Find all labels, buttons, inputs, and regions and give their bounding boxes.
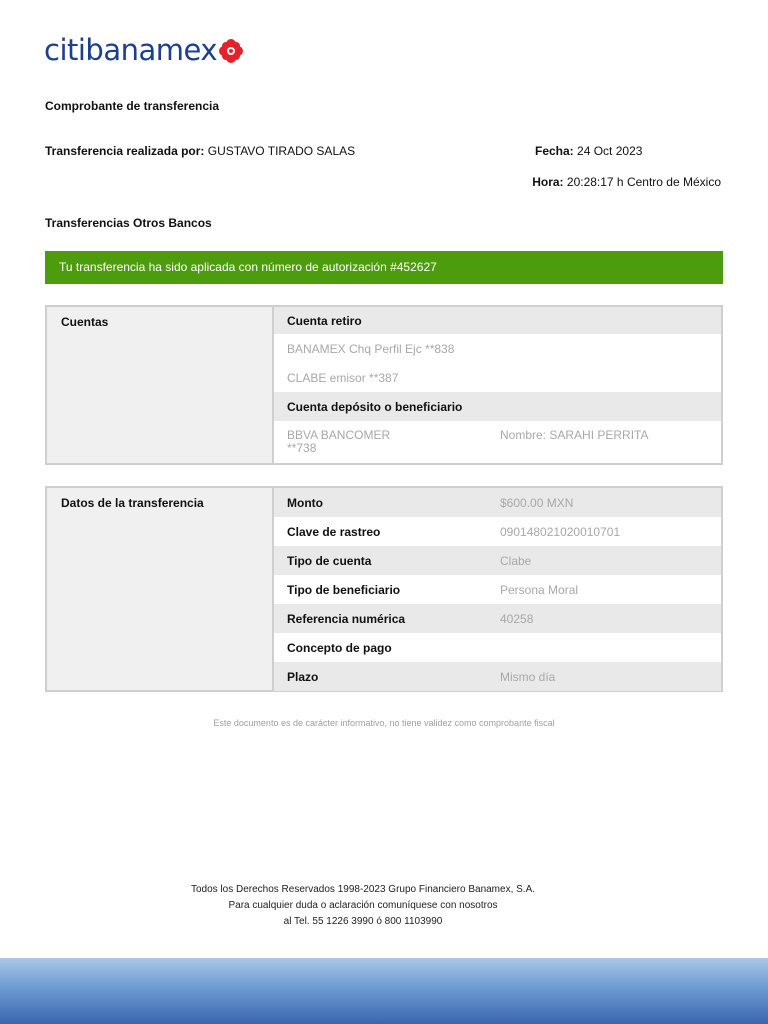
accounts-label-cell xyxy=(47,307,274,463)
transfer-date xyxy=(535,144,642,158)
transfer-by-value: GUSTAVO TIRADO SALAS xyxy=(207,144,356,158)
logo-wordmark: citibanamex xyxy=(44,33,218,67)
row-value: Clabe xyxy=(500,553,532,568)
withdrawal-header-row xyxy=(274,307,721,334)
deposit-bank-cell xyxy=(274,429,500,455)
table-row xyxy=(274,662,721,691)
citibanamex-logo xyxy=(44,33,244,67)
transfer-data-label: Datos de la transferencia xyxy=(61,496,204,510)
row-value: 090148021020010701 xyxy=(500,524,621,539)
accounts-label: Cuentas xyxy=(61,315,109,329)
footer-contact: Para cualquier duda o aclaración comuníquese con nosotros xyxy=(228,900,498,911)
footer-phone: al Tel. 55 1226 3990 ó 800 1103990 xyxy=(283,916,443,927)
document-title: Comprobante de transferencia xyxy=(45,99,220,113)
withdrawal-account-row xyxy=(274,334,721,363)
bottom-gradient-bar xyxy=(0,958,768,1024)
deposit-bank: BBVA BANCOMER xyxy=(287,428,391,442)
row-label: Monto xyxy=(287,495,323,510)
deposit-header: Cuenta depósito o beneficiario xyxy=(287,399,463,414)
footer-copyright: Todos los Derechos Reservados 1998-2023 Grupo Financiero Banamex, S.A. xyxy=(190,884,536,895)
clabe-row xyxy=(274,363,721,392)
transfer-details xyxy=(274,488,721,691)
row-label: Referencia numérica xyxy=(287,611,406,626)
transfer-by xyxy=(45,144,355,158)
date-value: 24 Oct 2023 xyxy=(577,144,643,158)
row-label: Concepto de pago xyxy=(287,640,392,655)
clabe-value: CLABE emisor **387 xyxy=(287,370,399,385)
row-value: $600.00 MXN xyxy=(500,495,574,510)
disclaimer-note: Este documento es de carácter informativo, no tiene validez como comprobante fiscal xyxy=(213,718,555,728)
section-title: Transferencias Otros Bancos xyxy=(45,216,212,230)
row-value: Mismo día xyxy=(500,669,556,684)
transfer-label-cell xyxy=(47,488,274,690)
banamex-emblem-icon xyxy=(218,38,244,64)
withdrawal-header: Cuenta retiro xyxy=(287,313,362,328)
accounts-details xyxy=(274,307,721,463)
footer xyxy=(0,882,726,930)
table-row xyxy=(274,517,721,546)
time-value: 20:28:17 h Centro de México xyxy=(566,175,721,189)
withdrawal-account: BANAMEX Chq Perfil Ejc **838 xyxy=(287,341,455,356)
row-value: Persona Moral xyxy=(500,582,579,597)
deposit-account: **738 xyxy=(287,441,317,455)
deposit-account-row xyxy=(274,421,721,463)
table-row xyxy=(274,633,721,662)
success-banner: Tu transferencia ha sido aplicada con número de autorización #452627 xyxy=(45,251,723,284)
time-label: Hora: xyxy=(532,175,564,189)
transfer-data-box xyxy=(45,486,723,692)
table-row xyxy=(274,488,721,517)
table-row xyxy=(274,604,721,633)
row-value: 40258 xyxy=(500,611,534,626)
date-label: Fecha: xyxy=(535,144,574,158)
table-row xyxy=(274,575,721,604)
deposit-header-row xyxy=(274,392,721,421)
table-row xyxy=(274,546,721,575)
accounts-box xyxy=(45,305,723,465)
deposit-name: Nombre: SARAHI PERRITA xyxy=(500,428,649,442)
row-label: Tipo de beneficiario xyxy=(287,582,401,597)
transfer-by-label: Transferencia realizada por: xyxy=(45,144,205,158)
transfer-time xyxy=(532,175,721,189)
row-label: Clave de rastreo xyxy=(287,524,381,539)
row-label: Tipo de cuenta xyxy=(287,553,372,568)
row-label: Plazo xyxy=(287,669,319,684)
